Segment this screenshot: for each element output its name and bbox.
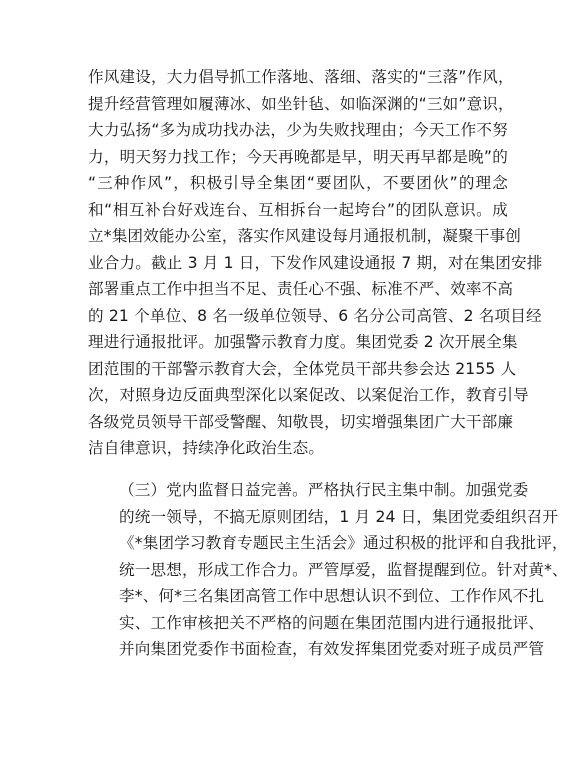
text-line: 次，对照身边反面典型深化以案促改、以案促治工作，教育引导 [88,386,529,404]
text-line: 业合力。截止 3 月 1 日，下发作风建设通报 7 期，对在集团安排 [88,253,543,272]
text-line: 作风建设，大力倡导抓工作落地、落细、落实的“三落”作风， [88,68,514,86]
text-line: 立*集团效能办公室，落实作风建设每月通报机制，凝聚干事创 [88,227,522,245]
text-line: “三种作风”，积极引导全集团“要团队，不要团伙”的理念 [88,174,508,192]
text-line: 和“相互补台好戏连台、互相拆台一起垮台”的团队意识。成 [88,200,508,219]
text-line: 统一思想，形成工作合力。严管厚爱，监督提醒到位。针对黄*、 [119,560,568,579]
text-line: 《*集团学习教育专题民主生活会》通过积极的批评和自我批评， [119,534,568,552]
text-line: 各级党员领导干部受警醒、知敬畏，切实增强集团广大干部廉 [88,412,514,431]
text-line: 李*、何*三名集团高管工作中思想认识不到位、工作作风不扎 [119,587,545,605]
text-line: 力，明天努力找工作；今天再晚都是早，明天再早都是晚”的 [88,147,508,166]
text-line: 实、工作审核把关不严格的问题在集团范围内进行通报批评、 [119,613,545,632]
text-line: 部署重点工作中担当不足、责任心不强、标准不严、效率不高 [88,280,514,298]
paragraph-work-style [88,64,543,462]
text-line: 洁自律意识，持续净化政治生态。 [88,439,325,457]
text-line: 提升经营管理如履薄冰、如坐针毡、如临深渊的“三如”意识， [88,94,514,113]
text-line: 并向集团党委作书面检查，有效发挥集团党委对班子成员严管 [119,640,545,658]
paragraph-party-supervision [88,477,568,663]
text-line: （三）党内监督日益完善。严格执行民主集中制。加强党委 [119,481,529,499]
text-line: 团范围的干部警示教育大会，全体党员干部共参会达 2155 人 [88,359,517,378]
text-line: 大力弘扬“多为成功找办法，少为失败找理由；今天工作不努 [88,121,508,139]
text-line: 的统一领导，不搞无原则团结，1 月 24 日，集团党委组织召开 [119,507,559,526]
text-line: 的 21 个单位、8 名一级单位领导、6 名分公司高管、2 名项目经 [88,306,542,325]
text-line: 理进行通报批评。加强警示教育力度。集团党委 2 次开展全集 [88,333,518,351]
